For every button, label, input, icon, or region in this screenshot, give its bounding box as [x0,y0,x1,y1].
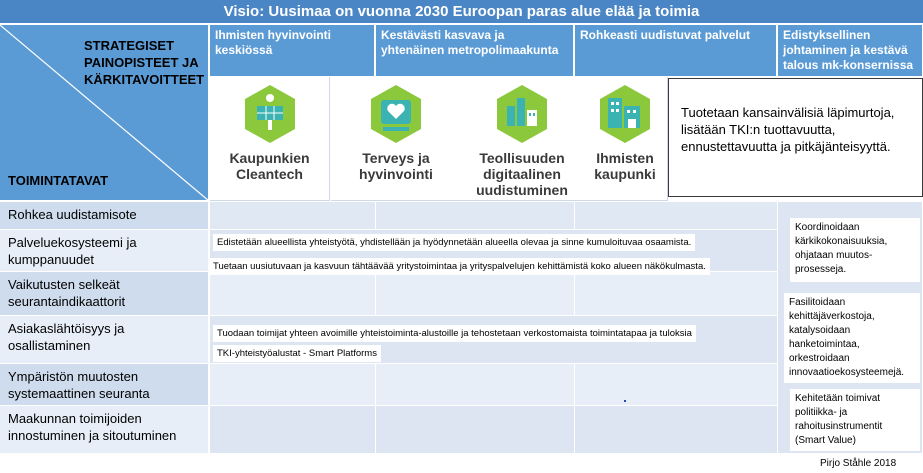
icon-cell-cleantech [210,77,330,201]
icon-cell-health [331,77,461,201]
health-label: Terveys ja hyvinvointi [359,150,433,182]
right-box-instruments: Kehitetään toimivat politiikka- ja rahoitusinstrumentit (Smart Value) [790,389,920,451]
row-label-indicators: Vaikutusten selkeät seurantaindikaattorit [0,272,209,316]
right-box-facilitation: Fasilitoidaan kehittäjäverkostoja, katalysoidaan hanketoimintaa, orkestroidaan innovaatioekosysteemejä. [784,293,920,383]
corner-header [0,25,209,201]
industry-label: Teollisuuden digitaalinen uudistuminen [476,150,568,198]
right-box-coordination: Koordinoidaan kärkikokonaisuuksia, ohjataan muutos-prosesseja. [790,218,920,282]
icon-cell-industry [461,77,583,201]
operating-methods-label: TOIMINTATAVAT [8,173,109,188]
grid-cell [210,364,376,406]
action-open-platforms: Tuodaan toimijat yhteen avoimille yhteistoiminta-alustoille ja tehostetaan verkostomaista toimintatapaa ja tuloksia [213,325,696,342]
stray-dot [624,400,626,402]
city-label: Ihmisten kaupunki [594,150,656,182]
action-tki-platforms: TKI-yhteistyöalustat - Smart Platforms [213,345,381,362]
column-header-leadership: Edistyksellinen johtaminen ja kestävä talous mk-konsernissa [778,25,923,76]
grid-cell [210,272,376,316]
column-header-wellbeing: Ihmisten hyvinvointi keskiössä [210,25,375,76]
column-header-metropolis: Kestävästi kasvava ja yhtenäinen metropolimaakunta [376,25,574,76]
health-heart-icon [369,84,423,144]
grid-cell [210,406,376,454]
grid-cell [575,406,778,454]
column-header-services: Rohkeasti uudistuvat palvelut [575,25,777,76]
row-label-customer-orientation: Asiakaslähtöisyys ja osallistaminen [0,316,209,364]
author-credit: Pirjo Ståhle 2018 [820,458,897,469]
grid-cell [376,364,575,406]
row-label-engagement: Maakunnan toimijoiden innostuminen ja sitoutuminen [0,406,209,454]
grid-cell [376,406,575,454]
row-label-service-ecosystem: Palveluekosysteemi ja kumppanuudet [0,230,209,272]
grid-cell [575,364,778,406]
grid-cell [575,272,778,316]
tki-statement-box: Tuotetaan kansainvälisiä läpimurtoja, lisätään TKI:n tuottavuutta, ennustettavuutta ja pitkäjänteisyyttä. [668,78,923,197]
cleantech-icon [243,84,297,144]
row-label-environment-monitoring: Ympäristön muutosten systemaattinen seuranta [0,364,209,406]
grid-cell [376,202,575,230]
action-business-support: Tuetaan uusiutuvaan ja kasvuun tähtäävää yritystoimintaa ja yrityspalvelujen kehittämistä koko alueen näkökulmasta. [209,258,710,275]
city-buildings-icon [598,84,652,144]
cleantech-label: Kaupunkien Cleantech [229,150,310,182]
industry-factory-icon [495,84,549,144]
action-collaboration: Edistetään alueellista yhteistyötä, yhdistellään ja hyödynnetään alueella olevaa ja sinne kumuloituvaa osaamista. [213,234,695,251]
row-label-bold-renewal: Rohkea uudistamisote [0,202,209,230]
strategic-priorities-label: STRATEGISET PAINOPISTEET JA KÄRKITAVOITTEET [84,38,205,87]
grid-cell [210,202,376,230]
page-title: Visio: Uusimaa on vuonna 2030 Euroopan paras alue elää ja toimia [0,0,923,24]
grid-cell [376,272,575,316]
icon-cell-city [583,77,668,201]
grid-cell [575,202,778,230]
